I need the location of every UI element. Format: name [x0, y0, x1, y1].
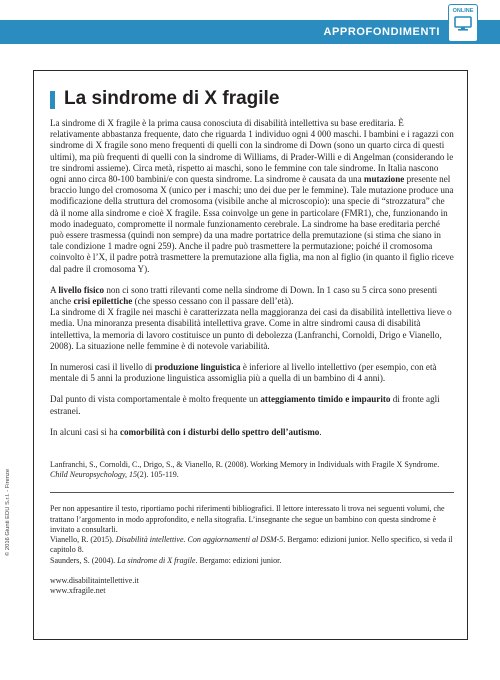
text-run: www.disabilitaintellettive.it [50, 575, 139, 585]
divider [50, 492, 454, 493]
bold-term: produzione linguistica [154, 362, 241, 373]
bold-term: mutazione [363, 174, 405, 185]
online-badge[interactable] [448, 4, 478, 42]
monitor-icon [454, 16, 472, 31]
reference-vianello [50, 535, 454, 555]
bold-term: comorbilità con i disturbi dello spettro dell’autismo [119, 426, 320, 437]
bold-term: crisi epilettiche [73, 296, 133, 307]
text-run: www.xfragile.net [50, 585, 106, 595]
paragraph-language [50, 362, 454, 384]
text-run: (che spesso cessano con il passare dell’età). [132, 296, 294, 307]
text-run: A [50, 284, 59, 295]
reference-saunders [50, 556, 454, 566]
text-run: . [319, 426, 322, 437]
bold-term: livello fisico [58, 284, 105, 295]
paragraph-cause [50, 118, 454, 275]
text-run: In alcuni casi si ha [50, 426, 120, 437]
text-run: . Bergamo: edizioni junior. Nello specifico, si veda il capitolo 8. [50, 535, 453, 555]
text-run: Dal punto di vista comportamentale è molto frequente un [50, 394, 261, 405]
section-label: APPROFONDIMENTI [323, 26, 440, 38]
online-badge-label: ONLINE [452, 8, 474, 14]
article-box [33, 70, 468, 640]
text-run: non ci sono tratti rilevanti come nella sindrome di Down. In 1 caso su 5 circa sono presenti anche [50, 284, 438, 307]
italic-title: Disabilità intellettive. Con aggiornamenti al DSM-5 [115, 535, 284, 545]
reference-lanfranchi [50, 460, 454, 480]
paragraph-physical [50, 285, 454, 307]
paragraph-behaviour [50, 394, 454, 416]
paragraph-autism [50, 427, 454, 438]
text-run: . Bergamo: edizioni junior. [195, 555, 282, 565]
text-run: presente nel braccio lungo del cromosoma X (unico per i maschi; uno dei due per le femmine). Tale mutazione produce una modificazione della struttura del cromosoma (visibile anche al microscopio): una specie di “strozzatura” che dà il nome alla sindrome e cioè X fragile. Essa coinvolge un gene in particolare (FMR1), che, funzionando in modo inadeguato, compromette il normale funzionamento cerebrale. La sindrome ha base ereditaria perché può essere trasmessa (quindi non sempre) da una madre portatrice della premutazione (si stima che siano in tale condizione 1 madre ogni 259). Anche il padre può trasmettere la permutazione; poiché il cromosoma coinvolto è l’X, il padre potrà trasmettere la premutazione alla figlia, ma non al figlio (in quanto il figlio riceve dal padre il cromosoma Y). [50, 174, 454, 274]
bold-term: atteggiamento timido e impaurito [260, 394, 391, 405]
bibliography-intro [50, 504, 454, 535]
website-link-disabilita[interactable] [50, 576, 454, 586]
text-run: La sindrome di X fragile nei maschi è caratterizzata nella maggioranza dei casi da disabilità intellettiva lieve o media. Una minoranza presenta disabilità intellettiva grave. Come in altre sindromi causa di disabilità intellettiva, la memoria di lavoro costituisce un punto di debolezza (Lanfranchi, Cornoldi, Drigo e Vianello, 2008). La situazione nelle femmine è di notevole variabilità. [50, 307, 452, 351]
article-body [50, 118, 454, 596]
text-run: (2). 105-119. [137, 470, 179, 480]
paragraph-intellect [50, 307, 454, 352]
text-run: Saunders, S. (2004). [50, 555, 118, 565]
text-run: è inferiore al livello intellettivo (per esempio, con età mentale di 5 anni la produzione linguistica assomiglia più a quella di un bambino di 4 anni). [50, 362, 437, 384]
text-run: di fronte agli estranei. [50, 394, 440, 416]
section-header-bar [0, 20, 500, 44]
text-run: In numerosi casi il livello di [50, 362, 155, 373]
article-title: La sindrome di X fragile [64, 88, 280, 109]
text-run: La sindrome di X fragile è la prima causa conosciuta di disabilità intellettiva su base ereditaria. È relativamente abbastanza frequente, dato che riguarda 1 individuo ogni 4 000 maschi. I bambini e i ragazzi con sindrome di X fragile sono meno frequenti di quelli con la sindrome di Down (sono un quarto circa di questi ultimi), ma più frequenti di quelli con la sindrome di Williams, di Prader-Willi e di Angelman (considerando le tre sindromi assieme). Circa metà, rispetto ai maschi, sono le femmine con tale sindrome. In Italia nascono ogni anno circa 80-100 bambini/e con questa sindrome. La sindrome è causata da una [50, 118, 454, 185]
italic-title: Child Neuropsychology, 15 [50, 470, 138, 480]
copyright-credit: © 2016 Giunti EDU S.r.l. - Firenze [5, 468, 11, 556]
text-run: Per non appesantire il testo, riportiamo pochi riferimenti bibliografici. Il lettore interessato li trova nei seguenti volumi, che trattano l’argomento in modo approfondito, e nella sitografia. L’insegnante che segue un bambino con questa sindrome è invitato a consultarli. [50, 504, 445, 534]
text-run: Lanfranchi, S., Cornoldi, C., Drigo, S., & Vianello, R. (2008). Working Memory in Individuals with Fragile X Syndrome. [50, 460, 440, 470]
website-link-xfragile[interactable] [50, 586, 454, 596]
title-accent-bar [50, 91, 55, 109]
text-run: Vianello, R. (2015). [50, 535, 116, 545]
italic-title: La sindrome di X fragile [117, 555, 196, 565]
